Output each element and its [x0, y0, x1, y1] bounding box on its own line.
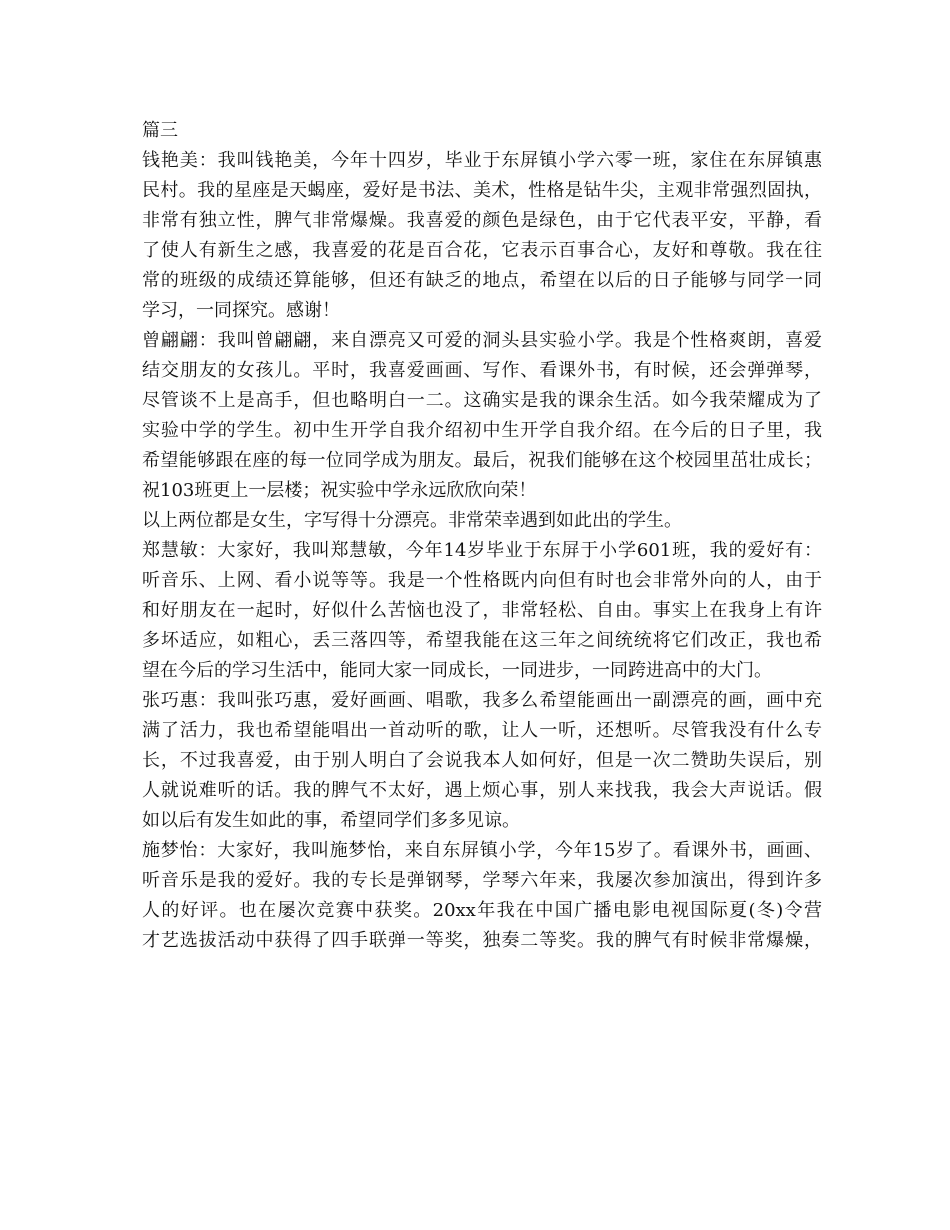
paragraph-line: 以上两位都是女生，字写得十分漂亮。非常荣幸遇到如此出的学生。 — [142, 510, 682, 531]
paragraph-line: 民村。我的星座是天蝎座，爱好是书法、美术，性格是钻牛尖，主观非常强烈固执， — [142, 180, 822, 201]
paragraph-line: 人的好评。也在屡次竞赛中获奖。20xx年我在中国广播电影电视国际夏(冬)令营 — [142, 900, 822, 921]
paragraph-shi-mengyi — [142, 836, 822, 956]
paragraph-zeng-pianpian — [142, 326, 822, 506]
paragraph-line: 实验中学的学生。初中生开学自我介绍初中生开学自我介绍。在今后的日子里，我 — [142, 420, 822, 441]
document-body — [142, 116, 822, 956]
paragraph-line: 多坏适应，如粗心，丢三落四等，希望我能在这三年之间统统将它们改正，我也希 — [142, 630, 822, 651]
paragraph-line: 尽管谈不上是高手，但也略明白一二。这确实是我的课余生活。如今我荣耀成为了 — [142, 390, 822, 411]
paragraph-line: 了使人有新生之感，我喜爱的花是百合花，它表示百事合心，友好和尊敬。我在往 — [142, 240, 822, 261]
paragraph-line: 人就说难听的话。我的脾气不太好，遇上烦心事，别人来找我，我会大声说话。假 — [142, 780, 822, 801]
paragraph-line: 非常有独立性，脾气非常爆燥。我喜爱的颜色是绿色，由于它代表平安，平静，看 — [142, 210, 822, 231]
paragraph-zhang-qiaohui — [142, 686, 822, 836]
paragraph-line: 郑慧敏：大家好，我叫郑慧敏，今年14岁毕业于东屏于小学601班，我的爱好有： — [142, 540, 822, 561]
paragraph-line: 曾翩翩：我叫曾翩翩，来自漂亮又可爱的洞头县实验小学。我是个性格爽朗，喜爱 — [142, 330, 822, 351]
paragraph-line: 钱艳美：我叫钱艳美，今年十四岁，毕业于东屏镇小学六零一班，家住在东屏镇惠 — [142, 150, 822, 171]
paragraph-summary — [142, 506, 822, 536]
paragraph-line: 听音乐、上网、看小说等等。我是一个性格既内向但有时也会非常外向的人，由于 — [142, 570, 822, 591]
paragraph-line: 听音乐是我的爱好。我的专长是弹钢琴，学琴六年来，我屡次参加演出，得到许多 — [142, 870, 822, 891]
paragraph-line: 常的班级的成绩还算能够，但还有缺乏的地点，希望在以后的日子能够与同学一同 — [142, 270, 822, 291]
paragraph-line: 如以后有发生如此的事，希望同学们多多见谅。 — [142, 810, 520, 831]
paragraph-line: 张巧惠：我叫张巧惠，爱好画画、唱歌，我多么希望能画出一副漂亮的画，画中充 — [142, 690, 822, 711]
paragraph-line: 施梦怡：大家好，我叫施梦怡，来自东屏镇小学，今年15岁了。看课外书，画画、 — [142, 840, 822, 861]
paragraph-line: 结交朋友的女孩儿。平时，我喜爱画画、写作、看课外书，有时候，还会弹弹琴， — [142, 360, 822, 381]
paragraph-line: 长，不过我喜爱，由于别人明白了会说我本人如何好，但是一次二赞助失误后，别 — [142, 750, 822, 771]
paragraph-line: 望在今后的学习生活中，能同大家一同成长，一同进步，一同跨进高中的大门。 — [142, 660, 772, 681]
paragraph-line: 满了活力，我也希望能唱出一首动听的歌，让人一听，还想听。尽管我没有什么专 — [142, 720, 822, 741]
paragraph-line: 祝103班更上一层楼；祝实验中学永远欣欣向荣！ — [142, 480, 537, 501]
paragraph-line: 学习，一同探究。感谢！ — [142, 300, 340, 321]
section-heading: 篇三 — [142, 120, 178, 141]
paragraph-zheng-huimin — [142, 536, 822, 686]
paragraph-line: 才艺选拔活动中获得了四手联弹一等奖，独奏二等奖。我的脾气有时候非常爆燥， — [142, 930, 822, 951]
paragraph-line: 和好朋友在一起时，好似什么苦恼也没了，非常轻松、自由。事实上在我身上有许 — [142, 600, 822, 621]
paragraph-line: 希望能够跟在座的每一位同学成为朋友。最后，祝我们能够在这个校园里茁壮成长； — [142, 450, 822, 471]
paragraph-qian-yanmei — [142, 146, 822, 326]
